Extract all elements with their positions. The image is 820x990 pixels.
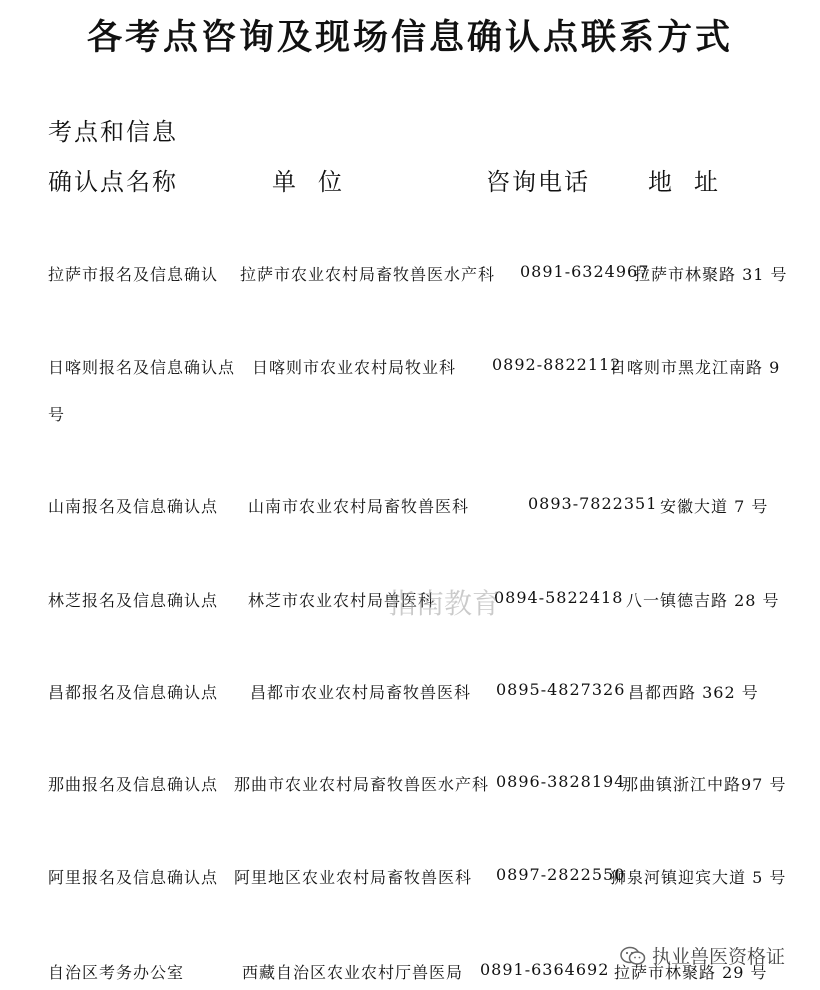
header-address: 地址: [648, 168, 740, 196]
header-unit: 单位: [272, 168, 364, 196]
row-address: 狮泉河镇迎宾大道 5 号: [610, 868, 787, 887]
brand-badge: [620, 942, 785, 969]
row-unit: 西藏自治区农业农村厅兽医局: [242, 963, 464, 982]
row-phone: 0894-5822418: [494, 588, 624, 607]
header-line1: 考点和信息: [48, 118, 178, 146]
row-phone: 0895-4827326: [496, 680, 626, 699]
row-unit: 山南市农业农村局畜牧兽医科: [248, 497, 470, 516]
row-phone: 0891-6324967: [520, 262, 650, 281]
row-unit: 拉萨市农业农村局畜牧兽医水产科: [240, 265, 496, 284]
row-address: 安徽大道 7 号: [660, 497, 769, 516]
row-address: 拉萨市林聚路 29 号: [614, 963, 768, 982]
row-name: 那曲报名及信息确认点: [48, 775, 219, 794]
row-unit: 那曲市农业农村局畜牧兽医水产科: [234, 775, 490, 794]
header-name: 确认点名称: [48, 168, 178, 196]
row-unit: 林芝市农业农村局兽医科: [248, 591, 436, 610]
row-name: 拉萨市报名及信息确认: [48, 265, 219, 284]
row-name: 日喀则报名及信息确认点: [48, 358, 236, 377]
watermark: 指南教育: [388, 587, 501, 620]
row-address-continued: 号: [48, 405, 65, 424]
row-address: 那曲镇浙江中路97 号: [622, 775, 787, 794]
row-address: 日喀则市黑龙江南路 9: [610, 358, 781, 377]
row-name: 自治区考务办公室: [48, 963, 185, 982]
row-name: 林芝报名及信息确认点: [48, 591, 219, 610]
header-phone: 咨询电话: [486, 168, 590, 196]
row-phone: 0896-3828194: [496, 772, 626, 791]
row-address: 拉萨市林聚路 31 号: [634, 265, 788, 284]
row-address: 八一镇德吉路 28 号: [626, 591, 780, 610]
row-address: 昌都西路 362 号: [628, 683, 759, 702]
row-phone: 0897-2822550: [496, 865, 626, 884]
wechat-icon: [620, 946, 646, 966]
row-phone: 0891-6364692: [480, 960, 610, 979]
row-unit: 日喀则市农业农村局牧业科: [252, 358, 457, 377]
row-unit: 阿里地区农业农村局畜牧兽医科: [234, 868, 473, 887]
row-name: 阿里报名及信息确认点: [48, 868, 219, 887]
row-phone: 0892-8822112: [492, 355, 622, 374]
row-name: 山南报名及信息确认点: [48, 497, 219, 516]
row-phone: 0893-7822351: [528, 494, 658, 513]
document-title: 各考点咨询及现场信息确认点联系方式: [86, 18, 733, 58]
brand-label: 执业兽医资格证: [652, 946, 786, 968]
row-unit: 昌都市农业农村局畜牧兽医科: [250, 683, 472, 702]
row-name: 昌都报名及信息确认点: [48, 683, 219, 702]
